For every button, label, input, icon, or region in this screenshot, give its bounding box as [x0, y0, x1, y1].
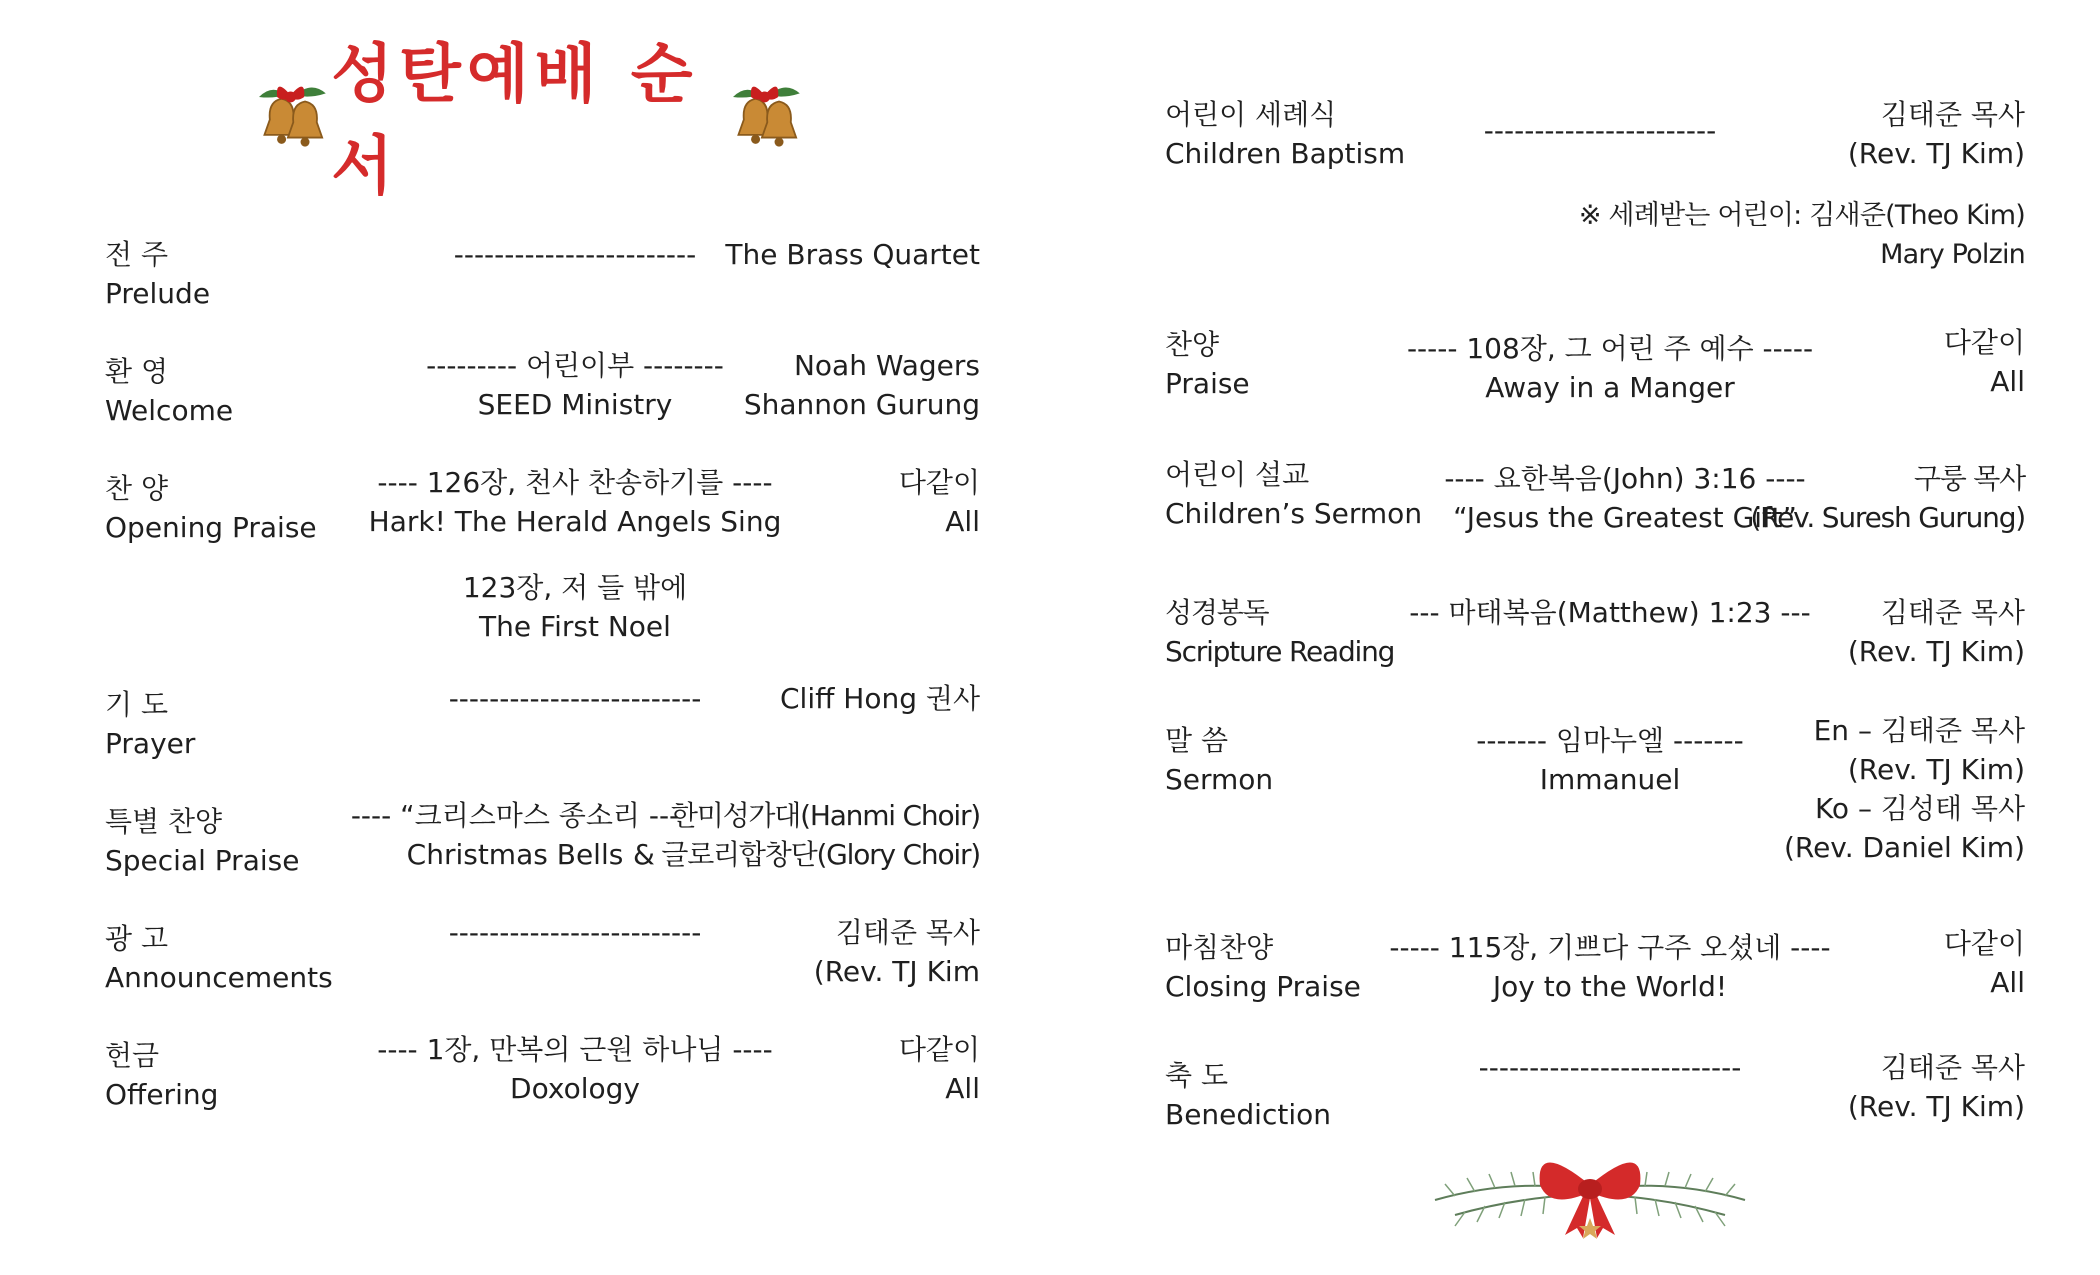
item-label: 찬 양 Opening Praise: [105, 472, 317, 544]
item-detail: 123장, 저 들 밖에 The First Noel: [462, 571, 688, 643]
program-item-childrens-sermon: [1165, 455, 2025, 541]
item-label: 특별 찬양 Special Praise: [105, 805, 300, 877]
item-detail: -------------------------: [448, 682, 702, 715]
item-label: 어린이 설교 Children’s Sermon: [1165, 458, 1423, 530]
red-bow-with-pine-icon: [1425, 1140, 1755, 1240]
program-item-benediction: [1165, 1051, 2025, 1142]
item-detail: --------- 어린이부 -------- SEED Ministry: [426, 349, 724, 421]
item-label: 축 도 Benediction: [1165, 1059, 1331, 1131]
item-detail: ----- 115장, 기쁘다 구주 오셨네 ---- Joy to the World!: [1389, 931, 1831, 1003]
item-leader: 김태준 목사 (Rev. TJ Kim): [1847, 596, 2025, 668]
program-item-offering: [105, 1033, 980, 1122]
item-leader: 김태준 목사 (Rev. TJ Kim: [813, 916, 980, 988]
item-leader: En – 김태준 목사 (Rev. TJ Kim) Ko – 김성태 목사 (Rev. Daniel Kim): [1783, 714, 2025, 864]
item-detail: ---- 요한복음(John) 3:16 ---- “Jesus the Greatest Gift”: [1444, 462, 1806, 534]
christmas-bells-icon: [250, 65, 331, 165]
program-item-opening-praise: [105, 466, 980, 555]
item-leader: Noah Wagers Shannon Gurung: [743, 349, 980, 421]
program-item-children-baptism: [1165, 95, 2025, 181]
page-title: 성탄예배 순서: [331, 38, 699, 204]
program-item-closing-praise: [1165, 928, 2025, 1014]
program-item-welcome: [105, 349, 980, 438]
program-item-announcements: [105, 916, 980, 1005]
program-item-prelude: [105, 235, 980, 321]
item-detail: ------------------------: [453, 238, 697, 271]
item-leader: 다같이 All: [1943, 927, 2025, 999]
item-leader: 다같이 All: [898, 466, 980, 538]
item-label: 환 영 Welcome: [105, 355, 234, 427]
item-leader: 김태준 목사 (Rev. TJ Kim): [1847, 98, 2025, 170]
baptism-note: ※ 세례받는 어린이: 김새준(Theo Kim) Mary Polzin: [1578, 200, 2025, 270]
item-leader: 한미성가대(Hanmi Choir) & 글로리합창단(Glory Choir): [633, 799, 980, 871]
item-leader: 다같이 All: [1943, 326, 2025, 398]
item-label: 광 고 Announcements: [105, 922, 333, 994]
item-label: 어린이 세례식 Children Baptism: [1165, 98, 1406, 170]
item-detail: ------- 임마누엘 ------- Immanuel: [1476, 724, 1744, 796]
item-label: 기 도 Prayer: [105, 688, 196, 760]
christmas-bells-icon: [724, 65, 805, 165]
program-item-praise: [1165, 325, 2025, 411]
program-item-hymn-2: [105, 568, 980, 654]
item-leader: 구룽 목사 (Rev. Suresh Gurung): [1750, 462, 2025, 534]
item-detail: -------------------------: [448, 916, 702, 949]
item-label: 전 주 Prelude: [105, 238, 211, 310]
item-detail: -----------------------: [1483, 114, 1717, 147]
item-leader: 김태준 목사 (Rev. TJ Kim): [1847, 1051, 2025, 1123]
item-detail: ---- “크리스마스 종소리 --- Christmas Bells: [350, 799, 680, 871]
item-detail: ---- 1장, 만복의 근원 하나님 ---- Doxology: [377, 1033, 773, 1105]
item-detail: --- 마태복음(Matthew) 1:23 ---: [1409, 596, 1811, 629]
program-item-scripture-reading: [1165, 593, 2025, 679]
program-item-prayer: [105, 682, 980, 771]
item-leader: The Brass Quartet: [725, 238, 980, 271]
program-item-sermon: [1165, 714, 2025, 881]
item-leader: 다같이 All: [898, 1033, 980, 1105]
item-detail: ----- 108장, 그 어린 주 예수 ----- Away in a Manger: [1406, 332, 1814, 404]
item-detail: --------------------------: [1478, 1051, 1742, 1084]
item-label: 성경봉독 Scripture Reading: [1165, 596, 1395, 668]
item-label: 마침찬양 Closing Praise: [1165, 931, 1361, 1003]
item-detail: ---- 126장, 천사 찬송하기를 ---- Hark! The Herald Angels Sing: [368, 466, 782, 538]
program-item-special-praise: [105, 799, 980, 888]
item-label: 찬양 Praise: [1165, 328, 1250, 400]
item-leader: Cliff Hong 권사: [779, 682, 980, 715]
title-row: [250, 38, 805, 204]
item-label: 말 씀 Sermon: [1165, 724, 1274, 796]
item-label: 헌금 Offering: [105, 1039, 219, 1111]
